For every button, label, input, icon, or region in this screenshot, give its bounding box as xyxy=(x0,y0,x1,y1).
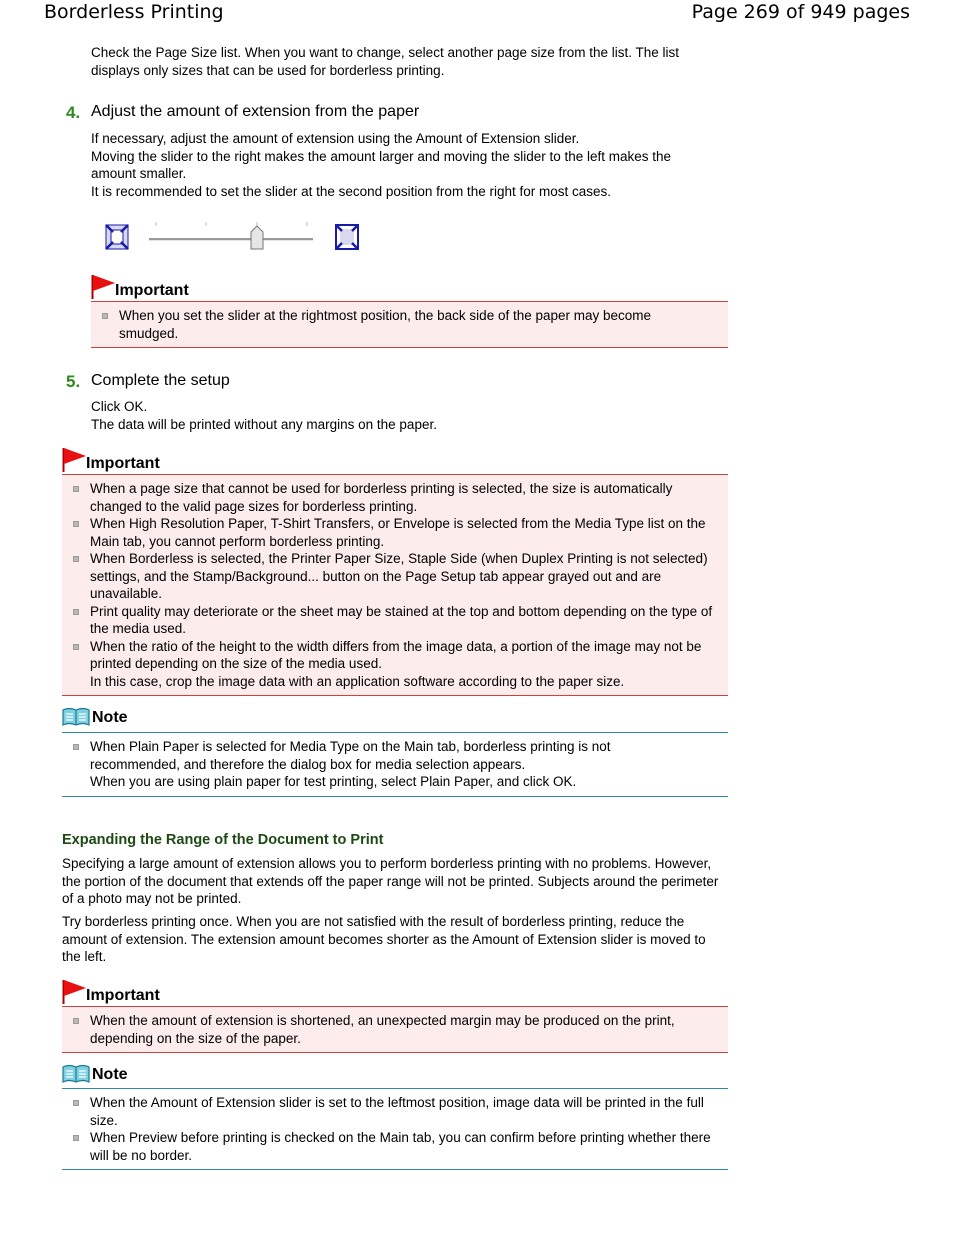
step-4-line: Moving the slider to the right makes the amount larger and moving the slider to the left makes the xyxy=(91,148,672,164)
section-note-heading xyxy=(62,1064,128,1084)
important-item: When the amount of extension is shortened, an unexpected margin may be produced on the print, depending on the size of the paper. xyxy=(62,1012,708,1047)
important-item: When a page size that cannot be used for borderless printing is selected, the size is automatically changed to the valid page sizes for borderless printing. xyxy=(62,480,718,515)
red-flag-icon xyxy=(62,447,86,473)
step-4-title: Adjust the amount of extension from the paper xyxy=(91,103,420,120)
step-5-title: Complete the setup xyxy=(91,372,230,389)
shrink-icon xyxy=(106,225,128,249)
intro-paragraph xyxy=(91,44,731,79)
step-4-body xyxy=(91,130,731,200)
main-important-box xyxy=(62,474,728,696)
important-item: When Borderless is selected, the Printer Paper Size, Staple Side (when Duplex Printing is not selected) settings, and the Stamp/Background... button on the Page Setup tab appear grayed out and are unavailable. xyxy=(62,550,718,603)
important-label: Important xyxy=(86,987,160,1004)
note-item: When Preview before printing is checked on the Main tab, you can confirm before printing whether there will be no border. xyxy=(62,1129,718,1164)
page-header-title: Borderless Printing xyxy=(44,1,224,23)
slider-thumb[interactable] xyxy=(251,226,263,249)
book-icon xyxy=(62,1064,90,1084)
section-paragraph-1: Specifying a large amount of extension allows you to perform borderless printing with no problems. However, the portion of the document that extends off the paper range will not be printed. Subjects around the perimeter of a photo may not be printed. xyxy=(62,856,719,906)
intro-line: Check the Page Size list. When you want to change, select another page size from the list. The list xyxy=(91,45,680,60)
slider-track xyxy=(149,222,313,241)
section-heading: Expanding the Range of the Document to Print xyxy=(62,832,384,848)
section-important-box xyxy=(62,1006,728,1053)
important-extra-line: In this case, crop the image data with an application software according to the paper size. xyxy=(90,673,625,689)
intro-line: displays only sizes that can be used for borderless printing. xyxy=(91,62,445,78)
note-item: When Plain Paper is selected for Media Type on the Main tab, borderless printing is not recommended, and therefore the dialog box for media selection appears. xyxy=(62,738,648,773)
main-note-heading xyxy=(62,707,128,727)
section-note-box xyxy=(62,1088,728,1170)
step-4-important-box xyxy=(91,301,728,348)
step-5-number: 5. xyxy=(66,372,81,391)
section-important-heading xyxy=(62,979,160,1005)
step-5-body xyxy=(91,398,731,433)
main-note-box xyxy=(62,732,728,797)
important-item: When you set the slider at the rightmost position, the back side of the paper may become smudged. xyxy=(91,307,728,342)
important-label: Important xyxy=(86,455,160,472)
note-item: When the Amount of Extension slider is set to the leftmost position, image data will be printed in the full size. xyxy=(62,1094,718,1129)
amount-of-extension-slider[interactable] xyxy=(102,218,364,258)
book-icon xyxy=(62,707,90,727)
step-4-line: If necessary, adjust the amount of extension using the Amount of Extension slider. xyxy=(91,131,580,146)
note-extra-line: When you are using plain paper for test printing, select Plain Paper, and click OK. xyxy=(90,774,577,789)
step-4-line: It is recommended to set the slider at the second position from the right for most cases. xyxy=(91,183,611,199)
section-paragraph-2: Try borderless printing once. When you are not satisfied with the result of borderless printing, reduce the amount of extension. The extension amount becomes shorter as the Amount of Extension slider is moved to the left. xyxy=(62,914,706,964)
important-item: When the ratio of the height to the width differs from the image data, a portion of the image may not be printed depending on the size of the media used. xyxy=(62,638,718,673)
page-number: Page 269 of 949 pages xyxy=(691,1,910,23)
important-label: Important xyxy=(115,282,189,299)
step-4-number: 4. xyxy=(66,103,81,122)
note-label: Note xyxy=(92,1066,128,1083)
main-important-heading xyxy=(62,447,160,473)
step-5-line: The data will be printed without any margins on the paper. xyxy=(91,416,437,432)
red-flag-icon xyxy=(91,274,115,300)
expand-icon xyxy=(336,225,358,249)
note-label: Note xyxy=(92,709,128,726)
red-flag-icon xyxy=(62,979,86,1005)
important-item: When High Resolution Paper, T-Shirt Transfers, or Envelope is selected from the Media Type list on the Main tab, you cannot perform borderless printing. xyxy=(62,515,718,550)
step-5-line: Click OK. xyxy=(91,399,148,414)
step-4-line: amount smaller. xyxy=(91,166,187,181)
important-item: Print quality may deteriorate or the sheet may be stained at the top and bottom depending on the type of the media used. xyxy=(62,603,718,638)
step-4-important-heading xyxy=(91,274,189,300)
